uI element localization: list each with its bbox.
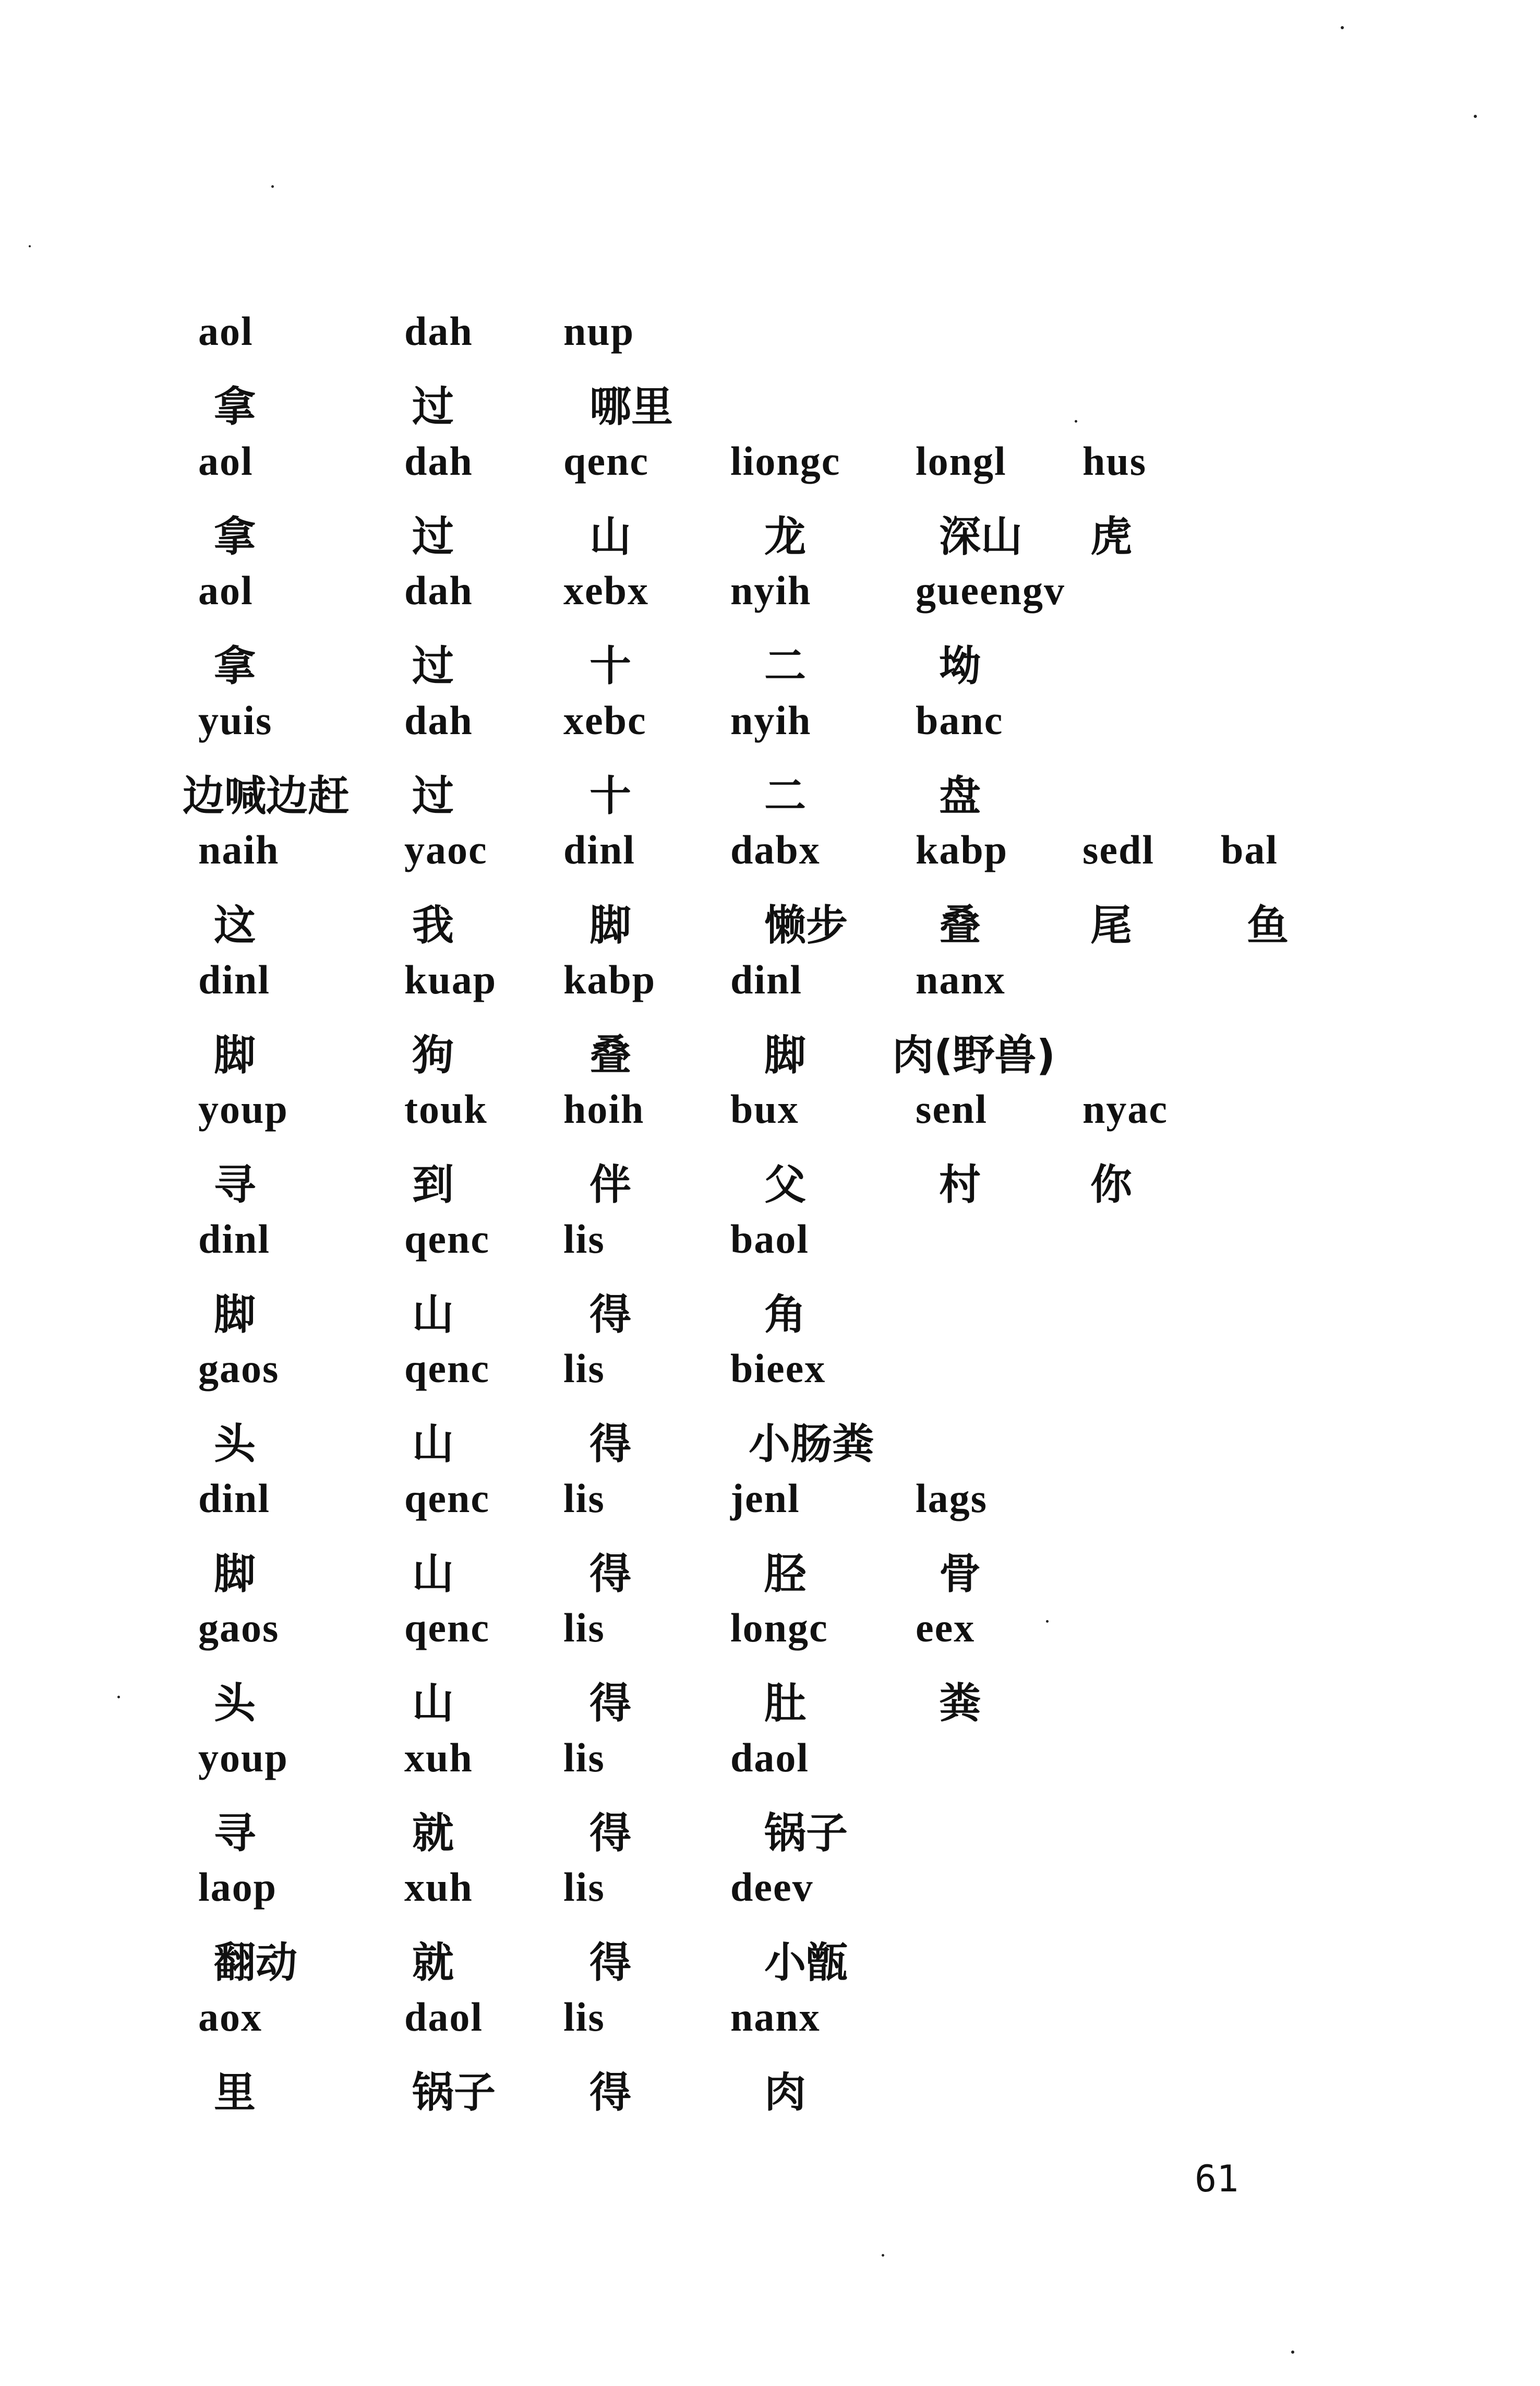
chinese-gloss: 伴 xyxy=(589,1160,631,1209)
word-transcription: dabx xyxy=(730,827,821,872)
word-transcription: hus xyxy=(1082,438,1147,484)
translation-line xyxy=(0,1800,1540,1862)
chinese-gloss: 懒步 xyxy=(764,901,848,950)
chinese-gloss: 十 xyxy=(589,771,631,820)
chinese-gloss: 这 xyxy=(214,901,256,950)
chinese-gloss: 坳 xyxy=(939,642,981,690)
word-transcription: senl xyxy=(916,1086,988,1132)
chinese-gloss: 你 xyxy=(1090,1160,1132,1209)
word-transcription: xebx xyxy=(563,568,649,613)
chinese-gloss: 尾 xyxy=(1090,901,1132,950)
chinese-gloss: 小甑 xyxy=(764,1938,848,1987)
chinese-gloss: 十 xyxy=(589,642,631,690)
chinese-gloss: 拿 xyxy=(214,512,256,561)
transcription-line xyxy=(0,1086,1540,1148)
chinese-gloss: 得 xyxy=(589,2068,631,2117)
chinese-gloss: 得 xyxy=(589,1549,631,1598)
word-transcription: jenl xyxy=(730,1475,800,1521)
word-transcription: dinl xyxy=(198,1216,271,1262)
word-transcription: bal xyxy=(1221,827,1279,872)
translation-line xyxy=(0,1540,1540,1603)
transcription-line xyxy=(0,1734,1540,1797)
word-transcription: qenc xyxy=(404,1216,490,1262)
word-transcription: lis xyxy=(563,1475,605,1521)
word-transcription: gaos xyxy=(198,1605,280,1650)
chinese-gloss: 就 xyxy=(412,1938,454,1987)
word-transcription: xuh xyxy=(404,1864,473,1910)
scan-speck xyxy=(1046,1620,1049,1623)
word-transcription: dah xyxy=(404,568,473,613)
transcription-line xyxy=(0,1475,1540,1538)
scan-speck xyxy=(882,2254,884,2257)
translation-line xyxy=(0,1670,1540,1732)
word-transcription: xuh xyxy=(404,1734,473,1780)
word-transcription: nanx xyxy=(730,1994,821,2040)
translation-line xyxy=(0,1929,1540,1992)
chinese-gloss: 过 xyxy=(412,771,454,820)
translation-line xyxy=(0,892,1540,954)
word-transcription: gaos xyxy=(198,1346,280,1391)
chinese-gloss: 肉(野兽) xyxy=(892,1030,1056,1080)
word-transcription: liongc xyxy=(730,438,841,484)
word-transcription: aol xyxy=(198,568,254,613)
transcription-line xyxy=(0,1604,1540,1667)
word-transcription: lags xyxy=(916,1475,988,1521)
word-transcription: aox xyxy=(198,1994,262,2040)
scan-speck xyxy=(1291,2351,1294,2354)
chinese-gloss: 二 xyxy=(764,771,806,820)
transcription-line xyxy=(0,1864,1540,1926)
transcription-line xyxy=(0,308,1540,370)
word-transcription: nyih xyxy=(730,697,812,743)
word-transcription: dah xyxy=(404,697,473,743)
chinese-gloss: 过 xyxy=(412,642,454,690)
word-transcription: gueengv xyxy=(916,568,1065,613)
word-transcription: deev xyxy=(730,1864,814,1910)
word-transcription: lis xyxy=(563,1216,605,1262)
translation-line xyxy=(0,373,1540,436)
chinese-gloss: 叠 xyxy=(589,1030,631,1080)
chinese-gloss: 锅子 xyxy=(764,1808,848,1857)
word-transcription: banc xyxy=(916,697,1004,743)
word-transcription: dinl xyxy=(198,1475,271,1521)
transcription-line xyxy=(0,1216,1540,1278)
chinese-gloss: 父 xyxy=(764,1160,806,1209)
word-transcription: yuis xyxy=(198,697,273,743)
transcription-line xyxy=(0,1345,1540,1408)
word-transcription: kabp xyxy=(916,827,1008,872)
scan-speck xyxy=(117,1696,120,1698)
scan-speck xyxy=(29,245,31,247)
chinese-gloss: 锅子 xyxy=(412,2068,496,2117)
chinese-gloss: 得 xyxy=(589,1679,631,1728)
word-transcription: naih xyxy=(198,827,280,872)
chinese-gloss: 肉 xyxy=(764,2068,806,2117)
chinese-gloss: 肚 xyxy=(764,1679,806,1728)
chinese-gloss: 得 xyxy=(589,1808,631,1857)
translation-line xyxy=(0,503,1540,566)
chinese-gloss: 小肠粪 xyxy=(749,1420,874,1468)
translation-line xyxy=(0,762,1540,825)
word-transcription: dinl xyxy=(198,956,271,1002)
chinese-gloss: 哪里 xyxy=(589,382,673,431)
word-transcription: dah xyxy=(404,308,473,354)
word-transcription: lis xyxy=(563,1864,605,1910)
chinese-gloss: 叠 xyxy=(939,901,981,950)
translation-line xyxy=(0,1281,1540,1344)
word-transcription: yaoc xyxy=(404,827,488,872)
word-transcription: youp xyxy=(198,1086,288,1132)
transcription-line xyxy=(0,956,1540,1019)
scan-speck xyxy=(1075,420,1077,423)
chinese-gloss: 虎 xyxy=(1090,512,1132,561)
word-transcription: nyih xyxy=(730,568,812,613)
chinese-gloss: 脚 xyxy=(214,1549,256,1598)
word-transcription: daol xyxy=(404,1994,484,2040)
chinese-gloss: 山 xyxy=(412,1679,454,1728)
chinese-gloss: 就 xyxy=(412,1808,454,1857)
chinese-gloss: 边喊边赶 xyxy=(183,771,350,820)
word-transcription: laop xyxy=(198,1864,278,1910)
chinese-gloss: 粪 xyxy=(939,1679,981,1728)
chinese-gloss: 角 xyxy=(764,1290,806,1339)
chinese-gloss: 盘 xyxy=(939,771,981,820)
word-transcription: longl xyxy=(916,438,1007,484)
chinese-gloss: 过 xyxy=(412,512,454,561)
word-transcription: youp xyxy=(198,1734,288,1780)
chinese-gloss: 脚 xyxy=(214,1290,256,1339)
word-transcription: kabp xyxy=(563,956,656,1002)
chinese-gloss: 脚 xyxy=(764,1030,806,1080)
transcription-line xyxy=(0,697,1540,760)
chinese-gloss: 狗 xyxy=(412,1030,454,1080)
translation-line xyxy=(0,1151,1540,1214)
translation-line xyxy=(0,1410,1540,1473)
word-transcription: aol xyxy=(198,438,254,484)
word-transcription: qenc xyxy=(404,1475,490,1521)
chinese-gloss: 龙 xyxy=(764,512,806,561)
word-transcription: aol xyxy=(198,308,254,354)
word-transcription: sedl xyxy=(1082,827,1155,872)
word-transcription: dah xyxy=(404,438,473,484)
word-transcription: touk xyxy=(404,1086,488,1132)
chinese-gloss: 寻 xyxy=(214,1808,256,1857)
chinese-gloss: 里 xyxy=(214,2068,256,2117)
word-transcription: dinl xyxy=(730,956,803,1002)
chinese-gloss: 我 xyxy=(412,901,454,950)
chinese-gloss: 深山 xyxy=(939,512,1022,561)
word-transcription: bux xyxy=(730,1086,799,1132)
chinese-gloss: 头 xyxy=(214,1679,256,1728)
chinese-gloss: 胫 xyxy=(764,1549,806,1598)
chinese-gloss: 骨 xyxy=(939,1549,981,1598)
scan-speck xyxy=(271,185,274,188)
word-transcription: dinl xyxy=(563,827,636,872)
chinese-gloss: 得 xyxy=(589,1290,631,1339)
word-transcription: nup xyxy=(563,308,635,354)
word-transcription: qenc xyxy=(563,438,649,484)
chinese-gloss: 到 xyxy=(412,1160,454,1209)
chinese-gloss: 寻 xyxy=(214,1160,256,1209)
word-transcription: longc xyxy=(730,1605,828,1650)
scan-speck xyxy=(1341,26,1344,29)
chinese-gloss: 得 xyxy=(589,1938,631,1987)
word-transcription: eex xyxy=(916,1605,976,1650)
chinese-gloss: 山 xyxy=(412,1549,454,1598)
word-transcription: lis xyxy=(563,1734,605,1780)
scan-speck xyxy=(1474,115,1477,118)
chinese-gloss: 翻动 xyxy=(214,1938,297,1987)
chinese-gloss: 拿 xyxy=(214,382,256,431)
chinese-gloss: 二 xyxy=(764,642,806,690)
chinese-gloss: 头 xyxy=(214,1420,256,1468)
transcription-line xyxy=(0,438,1540,500)
word-transcription: lis xyxy=(563,1605,605,1650)
word-transcription: baol xyxy=(730,1216,810,1262)
translation-line xyxy=(0,632,1540,695)
word-transcription: bieex xyxy=(730,1346,826,1391)
word-transcription: qenc xyxy=(404,1605,490,1650)
transcription-line xyxy=(0,826,1540,889)
translation-line xyxy=(0,1022,1540,1084)
transcription-line xyxy=(0,567,1540,630)
word-transcription: hoih xyxy=(563,1086,645,1132)
chinese-gloss: 拿 xyxy=(214,642,256,690)
word-transcription: daol xyxy=(730,1734,810,1780)
chinese-gloss: 山 xyxy=(589,512,631,561)
word-transcription: xebc xyxy=(563,697,647,743)
chinese-gloss: 鱼 xyxy=(1247,901,1289,950)
word-transcription: nyac xyxy=(1082,1086,1168,1132)
word-transcription: lis xyxy=(563,1346,605,1391)
word-transcription: lis xyxy=(563,1994,605,2040)
word-transcription: nanx xyxy=(916,956,1006,1002)
word-transcription: kuap xyxy=(404,956,497,1002)
chinese-gloss: 脚 xyxy=(214,1030,256,1080)
chinese-gloss: 脚 xyxy=(589,901,631,950)
translation-line xyxy=(0,2059,1540,2121)
page-number: 61 xyxy=(1195,2157,1239,2200)
chinese-gloss: 过 xyxy=(412,382,454,431)
chinese-gloss: 得 xyxy=(589,1420,631,1468)
word-transcription: qenc xyxy=(404,1346,490,1391)
chinese-gloss: 山 xyxy=(412,1290,454,1339)
chinese-gloss: 山 xyxy=(412,1420,454,1468)
transcription-line xyxy=(0,1994,1540,2056)
chinese-gloss: 村 xyxy=(939,1160,981,1209)
